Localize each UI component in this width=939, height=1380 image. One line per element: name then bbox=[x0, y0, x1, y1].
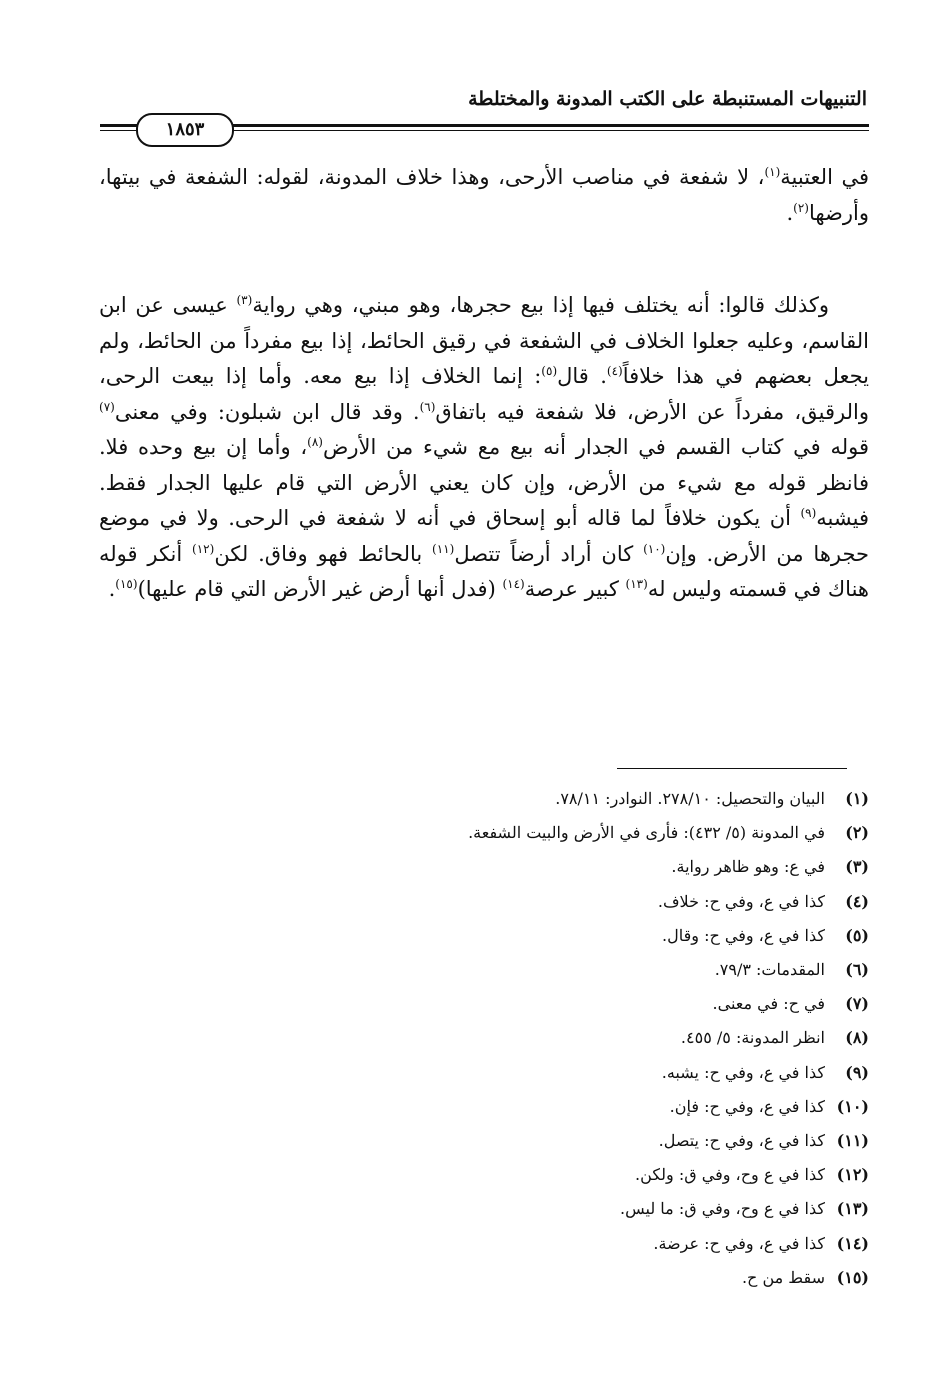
footnote-item bbox=[99, 1090, 869, 1124]
paragraph-2-text: كان أراد أرضاً تتصل bbox=[454, 541, 644, 566]
footnote-number: (٩) bbox=[845, 1062, 869, 1082]
footnote-item bbox=[99, 885, 869, 919]
paragraph-2-text: أنكر قوله هناك في قسمته وليس له bbox=[99, 541, 869, 601]
footnote-number: (٥) bbox=[845, 925, 869, 945]
footnote-ref-8: (٨) bbox=[307, 435, 323, 449]
footnote-ref-5: (٥) bbox=[541, 364, 558, 378]
footnote-ref-7: (٧) bbox=[99, 399, 115, 414]
footnote-text: البيان والتحصيل: ٢٧٨/١٠. النوادر: ٧٨/١١. bbox=[555, 789, 825, 808]
footnote-text: سقط من ح. bbox=[741, 1267, 825, 1287]
footnote-number: (٦) bbox=[845, 960, 869, 980]
footnote-text: كذا في ع، وفي ح: عرضة. bbox=[653, 1233, 825, 1253]
footnote-number: (٨) bbox=[845, 1028, 869, 1048]
footnote-number: (١٢) bbox=[836, 1165, 869, 1185]
footnote-ref-6: (٦) bbox=[419, 399, 436, 414]
paragraph-2-text: عيسى عن ابن القاسم، وعليه جعلوا الخلاف في الشفعة في رقيق الحائط، إذا بيع مفرداً من الحائط، ولم يجعل بعضهم في هذا خلافاً bbox=[99, 293, 869, 388]
footnote-item bbox=[99, 816, 869, 850]
footnote-number: (٤) bbox=[845, 891, 869, 911]
footnotes-list bbox=[99, 782, 869, 1295]
footnote-text: كذا في ع وح، وفي ق: ما ليس. bbox=[620, 1199, 825, 1219]
footnote-text: في المدونة (٥/ ٤٣٢): فأرى في الأرض والبيت الشفعة. bbox=[468, 823, 825, 843]
paragraph-2-text: : إنما الخلاف إذا بيع معه. وأما إذا بيعت الرحى، والرقيق، مفرداً عن الأرض، فلا شفعة فيه باتفاق bbox=[99, 364, 869, 424]
paragraph-2-text: بالحائط فهو وفاق. لكن bbox=[214, 541, 433, 566]
paragraph-2-text: قوله في كتاب القسم في الجدار أنه بيع مع شيء من الأرض bbox=[322, 435, 869, 459]
paragraph-2-text: وكذلك قالوا: أنه يختلف فيها إذا بيع حجرها، وهو مبني، وهي رواية bbox=[252, 293, 829, 317]
footnote-item bbox=[99, 1227, 869, 1261]
footnote-ref-2: (٢) bbox=[793, 200, 809, 215]
footnote-text: كذا في ع، وفي ح: يتصل. bbox=[658, 1131, 825, 1151]
footnote-ref-9: (٩) bbox=[800, 506, 817, 520]
footnote-item bbox=[99, 850, 869, 884]
footnote-ref-11: (١١) bbox=[432, 541, 455, 556]
footnote-number: (١٥) bbox=[836, 1267, 869, 1287]
paragraph-2-text: . قال bbox=[557, 364, 607, 388]
footnote-number: (٢) bbox=[845, 823, 869, 843]
footnote-number: (١٣) bbox=[836, 1199, 869, 1219]
running-title: التنبيهات المستنبطة على الكتب المدونة والمختلطة bbox=[468, 88, 867, 110]
footnote-item bbox=[99, 1056, 869, 1090]
paragraph-1-text: . bbox=[786, 200, 794, 225]
paragraph-1 bbox=[99, 160, 869, 231]
footnote-text: كذا في ع، وفي ح: خلاف. bbox=[657, 891, 825, 911]
footnote-number: (١٤) bbox=[836, 1233, 869, 1253]
footnote-item bbox=[99, 1158, 869, 1192]
footnote-ref-12: (١٢) bbox=[192, 541, 215, 556]
footnote-number: (١٠) bbox=[836, 1096, 869, 1116]
page-number: ١٨٥٣ bbox=[136, 113, 234, 147]
footnote-item bbox=[99, 953, 869, 987]
footnote-item bbox=[99, 1261, 869, 1295]
footnote-ref-13: (١٣) bbox=[625, 577, 648, 591]
footnote-ref-1: (١) bbox=[764, 165, 781, 179]
footnote-text: كذا في ع وح، وفي ق: ولكن. bbox=[635, 1165, 825, 1185]
footnote-ref-10: (١٠) bbox=[643, 541, 666, 556]
paragraph-2-text: ، وأما إن بيع وحده فلا. فانظر قوله مع شيء من الأرض، وإن كان يعني الأرض التي قام عليها الجدار فقط. فيشبه bbox=[99, 435, 869, 530]
footnote-text: في ح: في معنى. bbox=[712, 994, 825, 1014]
footnote-ref-14: (١٤) bbox=[502, 577, 525, 591]
footnote-ref-15: (١٥) bbox=[115, 577, 138, 591]
paragraph-2-text: كبير عرصة bbox=[524, 577, 626, 601]
footnote-number: (٣) bbox=[845, 857, 869, 877]
footnote-item bbox=[99, 1021, 869, 1055]
paragraph-1-text: ، لا شفعة في مناصب الأرحى، وهذا خلاف المدونة، لقوله: الشفعة في بيتها، وأرضها bbox=[99, 165, 869, 225]
footnote-ref-4: (٤) bbox=[606, 364, 623, 378]
footnote-item bbox=[99, 987, 869, 1021]
paragraph-2 bbox=[99, 288, 869, 608]
footnote-text: المقدمات: ٧٩/٣. bbox=[714, 960, 825, 980]
footnote-item bbox=[99, 1124, 869, 1158]
footnote-number: (٧) bbox=[845, 994, 869, 1014]
paragraph-2-text: . bbox=[108, 577, 116, 601]
footnote-text: كذا في ع، وفي ح: فإن. bbox=[669, 1096, 825, 1116]
paragraph-2-text: أن يكون خلافاً لما قاله أبو إسحاق في أنه لا شفعة في الرحى. ولا في موضع حجرها من الأرض. وإن bbox=[99, 506, 870, 566]
footnote-text: في ع: وهو ظاهر رواية. bbox=[671, 857, 825, 877]
paragraph-1-text: في العتبية bbox=[780, 165, 869, 189]
footnote-item bbox=[99, 782, 869, 816]
footnote-number: (١) bbox=[845, 789, 869, 808]
footnote-text: انظر المدونة: ٥/ ٤٥٥. bbox=[680, 1028, 825, 1048]
paragraph-2-text: . وقد قال ابن شبلون: وفي معنى bbox=[114, 399, 420, 424]
footnote-text: كذا في ع، وفي ح: وقال. bbox=[662, 925, 825, 945]
footnote-text: كذا في ع، وفي ح: يشبه. bbox=[661, 1062, 825, 1082]
footnote-separator bbox=[617, 768, 847, 769]
footnote-number: (١١) bbox=[836, 1131, 869, 1151]
footnote-ref-3: (٣) bbox=[236, 293, 253, 307]
footnote-item bbox=[99, 919, 869, 953]
paragraph-2-text: (فدل أنها أرض غير الأرض التي قام عليها) bbox=[137, 577, 503, 601]
footnote-item bbox=[99, 1192, 869, 1226]
